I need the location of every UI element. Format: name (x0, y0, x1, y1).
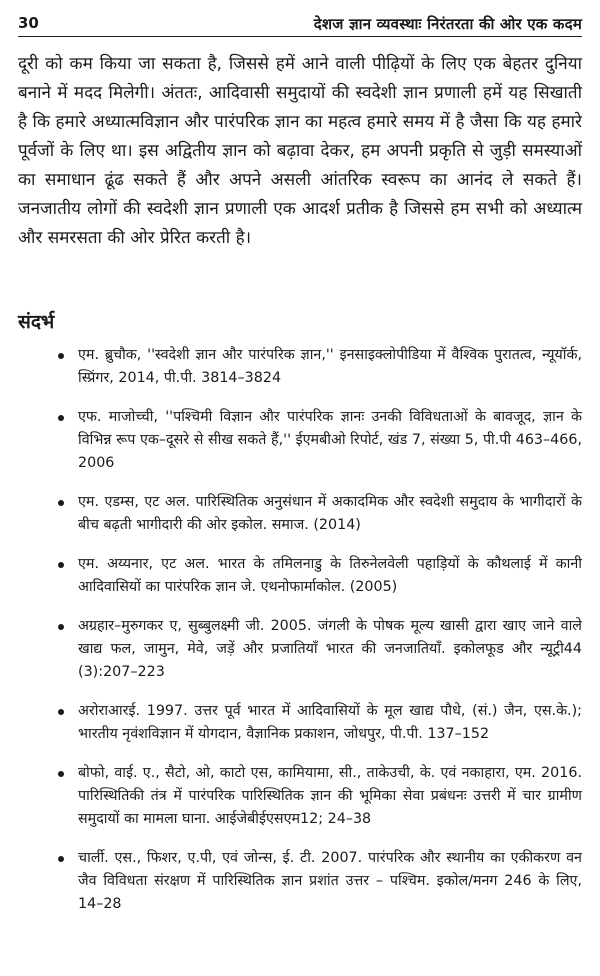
reference-item (0, 762, 582, 831)
reference-text: चार्ली. एस., फिशर, ए.पी, एवं जोन्स, ई. टी. 2007. पारंपरिक और स्थानीय का एकीकरण वन जैव विविधता संरक्षण में पारिस्थितिक ज्ञान प्रशांत उत्तर – पश्चिम. इकोल/मनग 246 के लिए, 14–28 (78, 850, 582, 912)
reference-item (0, 847, 582, 916)
reference-text: अग्रहार–मुरुगकर ए, सुब्बुलक्ष्मी जी. 2005. जंगली के पोषक मूल्य खासी द्वारा खाए जाने वाले खाद्य फल, जामुन, मेवे, जड़ें और प्रजातियाँ भारत की जनजातियाँ. इकोलफूड और न्यूट्री44 (3):207–223 (78, 618, 582, 680)
bullet-icon (58, 500, 64, 506)
reference-item (0, 700, 582, 746)
page-header (18, 6, 582, 36)
reference-text: एम. एडम्स, एट अल. पारिस्थितिक अनुसंधान में अकादमिक और स्वदेशी समुदाय के भागीदारों के बीच बढ़ती भागीदारी की ओर इकोल. समाज. (2014) (78, 494, 582, 533)
references-list (0, 344, 582, 932)
reference-item (0, 344, 582, 390)
page-number: 30 (18, 14, 39, 32)
reference-item (0, 553, 582, 599)
reference-text: एफ. माजोच्ची, ''पश्चिमी विज्ञान और पारंपरिक ज्ञानः उनकी विविधताओं के बावजूद, ज्ञान के विभिन्न रूप एक–दूसरे से सीख सकते हैं,'' ईएमबीओ रिपोर्ट, खंड 7, संख्या 5, पी.पी 463–466, 2006 (78, 409, 582, 471)
reference-text: बोफो, वाई. ए., सैटो, ओ, काटो एस, कामियामा, सी., ताकेउची, के. एवं नकाहारा, एम. 2016. पारिस्थितिकी तंत्र में पारंपरिक पारिस्थितिक ज्ञान की भूमिका सेवा प्रबंधनः उत्तरी में चार ग्रामीण समुदायों का मामला घाना. आईजेबीईएसएम12; 24–38 (78, 765, 582, 827)
bullet-icon (58, 709, 64, 715)
reference-text: एम. अय्यनार, एट अल. भारत के तमिलनाडु के तिरुनेलवेली पहाड़ियों के कौथलाई में कानी आदिवासियों का पारंपरिक ज्ञान जे. एथनोफार्माकोल. (2005) (78, 556, 582, 595)
bullet-icon (58, 562, 64, 568)
reference-text: अरोराआरई. 1997. उत्तर पूर्व भारत में आदिवासियों के मूल खाद्य पौधे, (सं.) जैन, एस.के.); भारतीय नृवंशविज्ञान में योगदान, वैज्ञानिक प्रकाशन, जोधपुर, पी.पी. 137–152 (78, 703, 582, 742)
bullet-icon (58, 771, 64, 777)
references-heading: संदर्भ (18, 311, 55, 333)
header-rule (18, 36, 582, 37)
reference-text: एम. ब्रुचौक, ''स्वदेशी ज्ञान और पारंपरिक ज्ञान,'' इनसाइक्लोपीडिया में वैश्विक पुरातत्व, न्यूयॉर्क, स्प्रिंगर, 2014, पी.पी. 3814–3824 (78, 347, 582, 386)
running-title: देशज ज्ञान व्यवस्थाः निरंतरता की ओर एक कदम (313, 15, 582, 33)
bullet-icon (58, 353, 64, 359)
reference-item (0, 491, 582, 537)
reference-item (0, 406, 582, 475)
bullet-icon (58, 624, 64, 630)
bullet-icon (58, 415, 64, 421)
bullet-icon (58, 856, 64, 862)
body-paragraph: दूरी को कम किया जा सकता है, जिससे हमें आने वाली पीढ़ियों के लिए एक बेहतर दुनिया बनाने में मदद मिलेगी। अंततः, आदिवासी समुदायों की स्वदेशी ज्ञान प्रणाली हमें यह सिखाती है कि हमारे अध्यात्मविज्ञान और पारंपरिक ज्ञान का महत्व हमारे समय में है जैसा कि यह हमारे पूर्वजों के लिए था। इस अद्वितीय ज्ञान को बढ़ावा देकर, हम अपनी प्रकृति से जुड़ी समस्याओं का समाधान ढूंढ सकते हैं और अपने असली आंतरिक स्वरूप का आनंद ले सकते हैं। जनजातीय लोगों की स्वदेशी ज्ञान प्रणाली एक आदर्श प्रतीक है जिससे हम सभी को अध्यात्म और समरसता की ओर प्रेरित करती है। (18, 54, 582, 248)
reference-item (0, 615, 582, 684)
